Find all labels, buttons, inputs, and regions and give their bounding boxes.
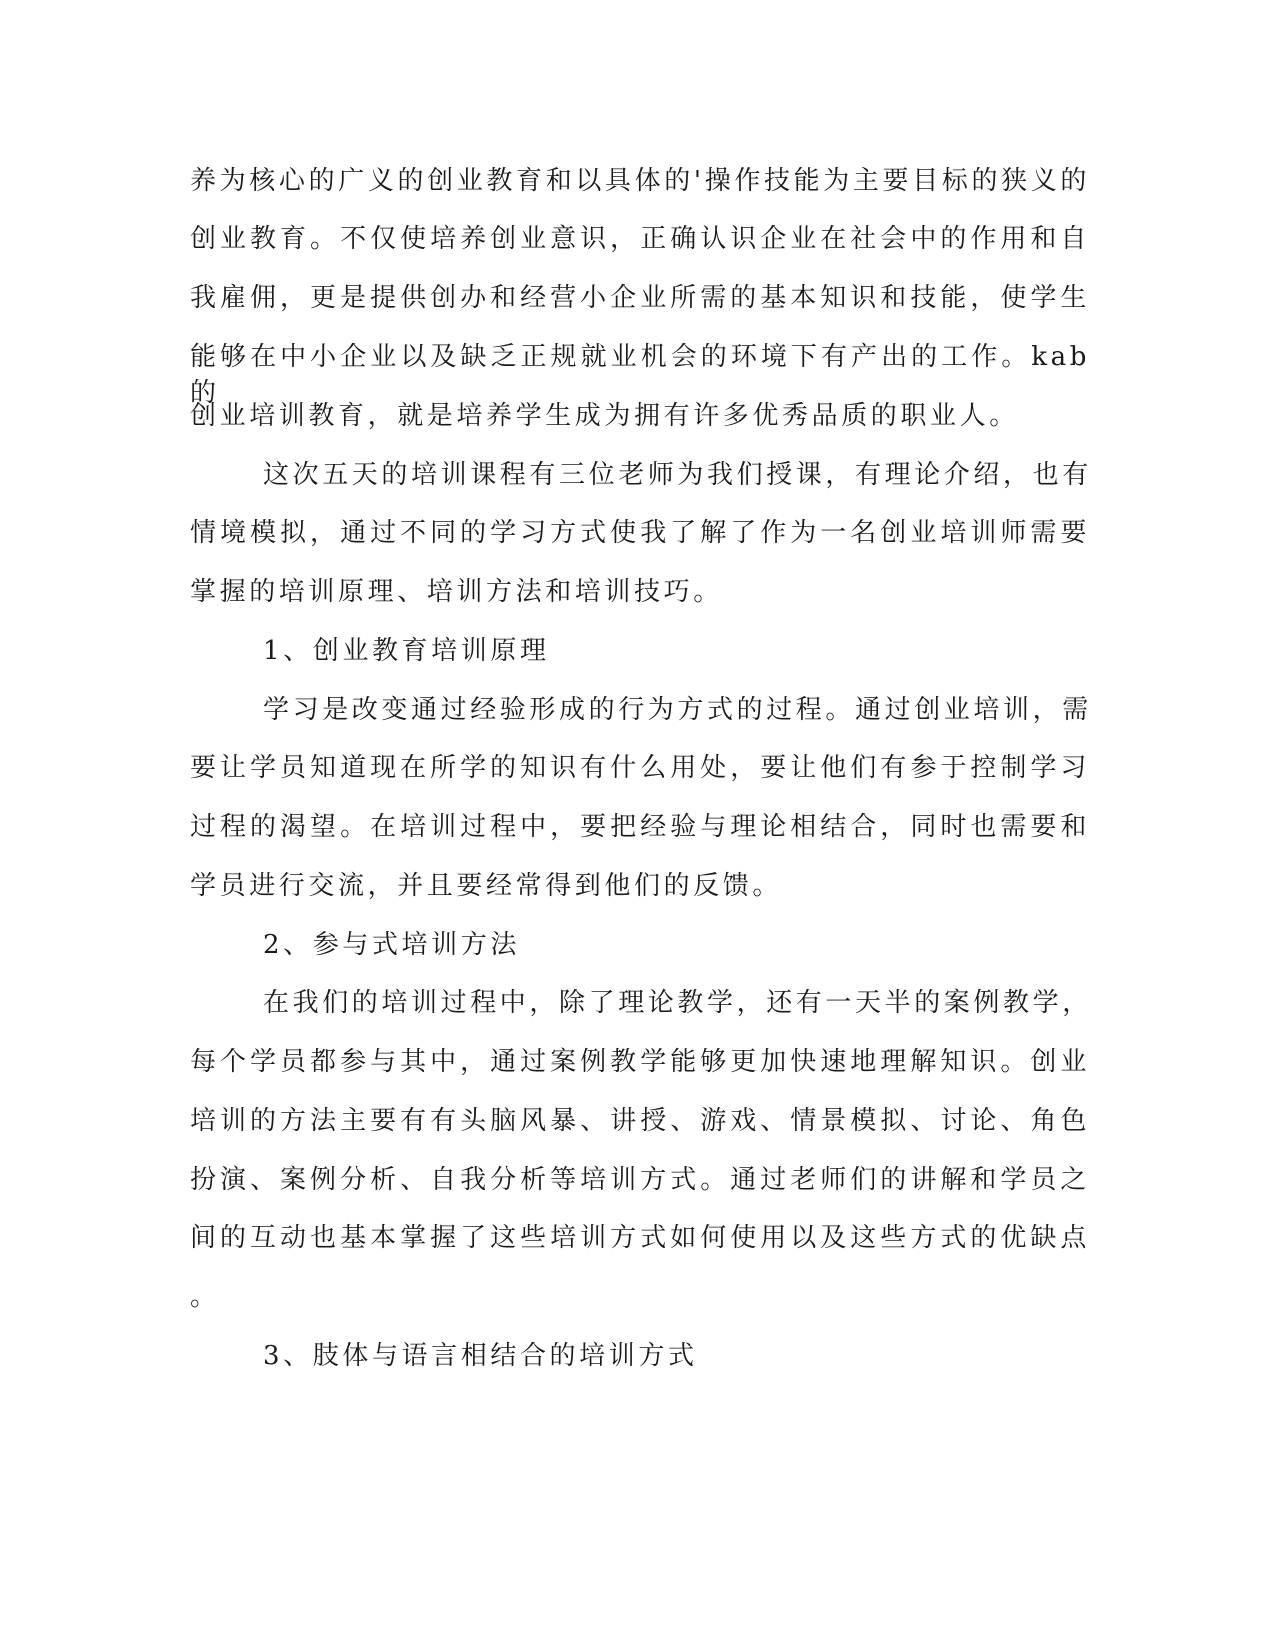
text-line: 学员进行交流，并且要经常得到他们的反馈。 [190, 871, 783, 901]
text-line: 间的互动也基本掌握了这些培训方式如何使用以及这些方式的优缺点 [190, 1223, 1090, 1253]
text-line: 创业培训教育，就是培养学生成为拥有许多优秀品质的职业人。 [190, 401, 1019, 431]
section-heading: 1、创业教育培训原理 [263, 636, 550, 666]
text-line: 情境模拟，通过不同的学习方式使我了解了作为一名创业培训师需要 [190, 518, 1090, 548]
text-line: 培训的方法主要有有头脑风暴、讲授、游戏、情景模拟、讨论、角色 [190, 1106, 1090, 1136]
text-line: 养为核心的广义的创业教育和以具体的'操作技能为主要目标的狭义的 [190, 166, 1090, 196]
text-line: 要让学员知道现在所学的知识有什么用处，要让他们有参于控制学习 [190, 753, 1090, 783]
text-line: 每个学员都参与其中，通过案例教学能够更加快速地理解知识。创业 [190, 1047, 1090, 1077]
paragraph-first-line: 学习是改变通过经验形成的行为方式的过程。通过创业培训，需 [263, 695, 1092, 725]
text-line: 。 [190, 1282, 220, 1312]
section-heading: 2、参与式培训方法 [263, 930, 520, 960]
text-line: 扮演、案例分析、自我分析等培训方式。通过老师们的讲解和学员之 [190, 1165, 1090, 1195]
text-line: 过程的渴望。在培训过程中，要把经验与理论相结合，同时也需要和 [190, 812, 1090, 842]
text-line: 掌握的培训原理、培训方法和培训技巧。 [190, 577, 723, 607]
paragraph-first-line: 这次五天的培训课程有三位老师为我们授课，有理论介绍，也有 [263, 460, 1092, 490]
text-line: 创业教育。不仅使培养创业意识，正确认识企业在社会中的作用和自 [190, 224, 1090, 254]
paragraph-first-line: 在我们的培训过程中，除了理论教学，还有一天半的案例教学， [263, 988, 1092, 1018]
section-heading: 3、肢体与语言相结合的培训方式 [263, 1341, 698, 1371]
text-line: 我雇佣，更是提供创办和经营小企业所需的基本知识和技能，使学生 [190, 283, 1090, 313]
text-line: 能够在中小企业以及缺乏正规就业机会的环境下有产出的工作。kab 的 [190, 342, 1090, 408]
